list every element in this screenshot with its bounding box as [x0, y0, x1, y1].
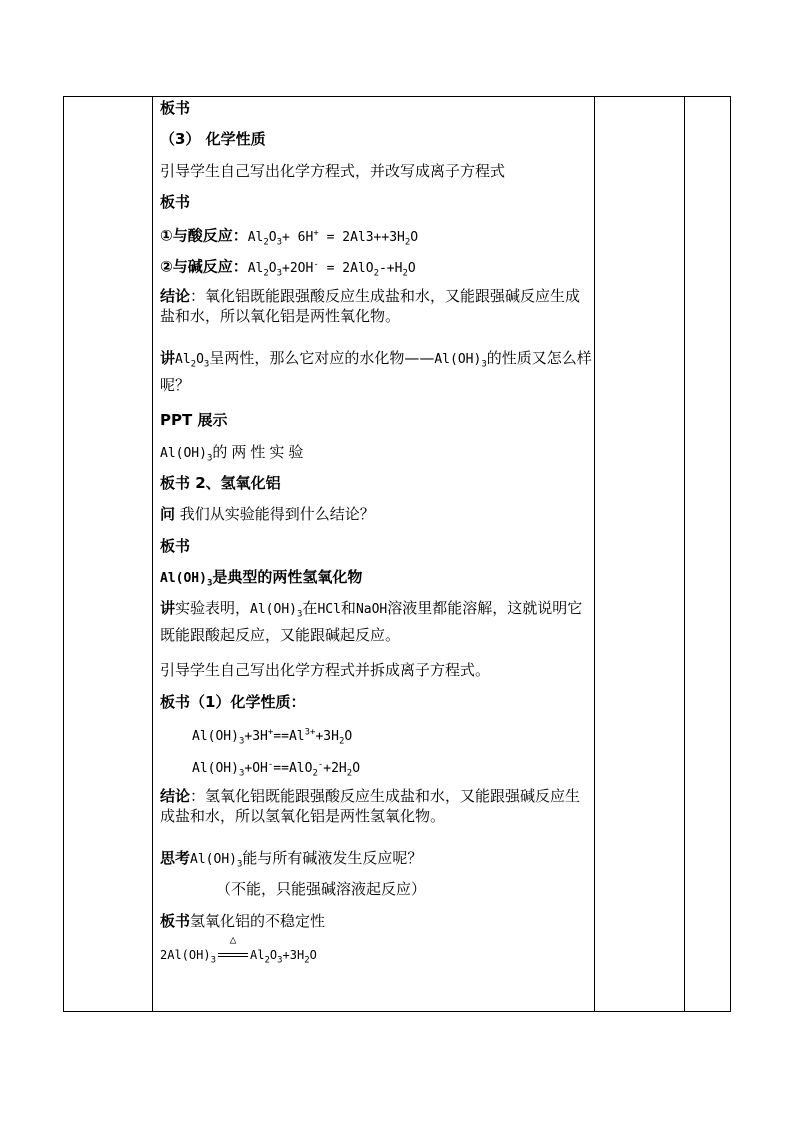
board-note: 板书	[160, 192, 191, 211]
answer-text: （不能，只能强碱溶液起反应）	[216, 880, 427, 899]
base-reaction: ②与碱反应：$Al_2O_3+2OH^- = 2AlO_2-+H_2O$	[160, 257, 416, 279]
experiment-title: $Al(OH)_3$的两性实验	[160, 442, 308, 464]
board-note: 板书	[160, 536, 191, 555]
section-heading: （3） 化学性质	[160, 130, 266, 149]
ppt-note: PPT 展示	[160, 411, 228, 430]
heat-condition: △	[216, 945, 250, 965]
question-text: 问 我们从实验能得到什么结论？	[160, 505, 375, 524]
conclusion-1: 结论：氧化铝既能跟强酸反应生成盐和水，又能跟强碱反应生成盐和水，所以氧化铝是两性氧化物。	[160, 286, 581, 325]
column-divider	[152, 97, 153, 1011]
lecture-2: 讲实验表明，$Al(OH)_3$在HCl和NaOH溶液里都能溶解，这就说明它既能跟酸起反应，又能跟碱起反应。	[160, 599, 583, 644]
section-heading: 板书 2、氢氧化铝	[160, 473, 281, 492]
conclusion-2: 结论：氢氧化铝既能跟强酸反应生成盐和水，又能跟强碱反应生成盐和水，所以氢氧化铝是两性氢氧化物。	[160, 786, 581, 825]
key-statement: $Al(OH)_3$是典型的两性氢氧化物	[160, 567, 363, 589]
lecture-1: 讲$Al_2O_3$呈两性，那么它对应的水化物$——Al(OH)_3$的性质又怎么样呢？	[160, 349, 592, 394]
column-divider	[594, 97, 595, 1011]
thinking-question: 思考$Al(OH)_3$能与所有碱液发生反应呢？	[160, 848, 423, 870]
ionic-equation-base: $Al(OH)_3+OH^-==AlO_2^-+2H_2O$	[192, 759, 361, 779]
column-divider	[684, 97, 685, 1011]
board-note-stability: 板书氢氧化铝的不稳定性	[160, 911, 326, 930]
instruction-text: 引导学生自己写出化学方程式，并改写成离子方程式	[160, 161, 506, 180]
lesson-content	[160, 98, 592, 976]
ionic-equation-acid: $Al(OH)_3+3H^+==Al^{3+}+3H_2O$	[192, 728, 353, 747]
decomposition-equation: $2Al(OH)_3$ △ $Al_2O_3+3H_2O$	[160, 932, 317, 965]
board-note: 板书	[160, 99, 191, 117]
section-heading: 板书（1）化学性质：	[160, 692, 306, 711]
acid-reaction: ①与酸反应：$Al_2O_3+ 6H^+ = 2Al3++3H_2O$	[160, 226, 419, 248]
instruction-text: 引导学生自己写出化学方程式并拆成离子方程式。	[160, 661, 491, 680]
